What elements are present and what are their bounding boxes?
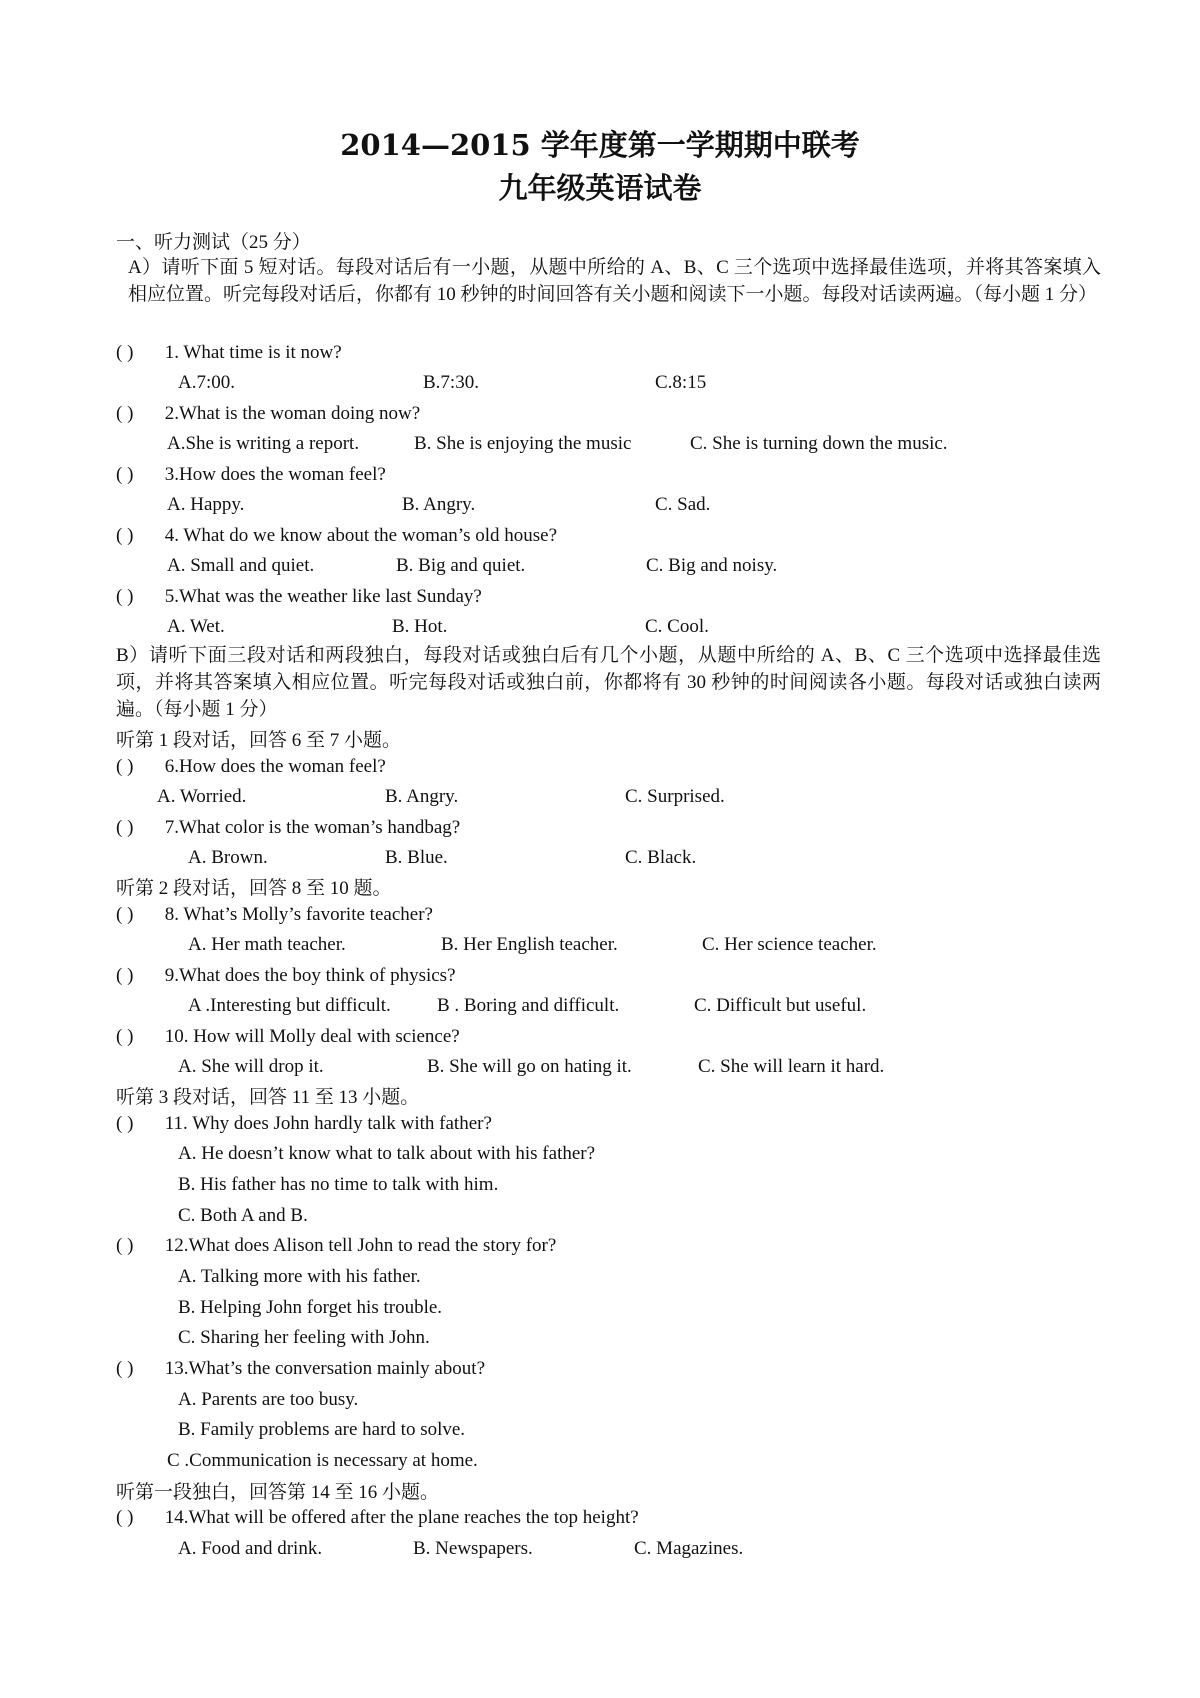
option-a: A. Worried. bbox=[157, 786, 247, 807]
option-b: B. Family problems are hard to solve. bbox=[178, 1419, 466, 1440]
option-c: C. Big and noisy. bbox=[646, 555, 778, 576]
part-b-instructions: B）请听下面三段对话和两段独白，每段对话或独白后有几个小题，从题中所给的 A、B、C 三个选项中选择最佳选项，并将其答案填入相应位置。听完每段对话或独白前，你都将有 30 秒钟的时间阅读各小题。每段对话或独白读两遍。（每小题 1 分） bbox=[116, 645, 1101, 720]
answer-bracket: ( ) bbox=[116, 525, 134, 546]
question-stem: 1. What time is it now? bbox=[160, 342, 342, 363]
option-c: C. Magazines. bbox=[634, 1538, 744, 1559]
question-6 bbox=[116, 756, 386, 778]
answer-bracket: ( ) bbox=[116, 904, 134, 925]
option-b: B. Her English teacher. bbox=[441, 934, 618, 955]
question-stem: 6.How does the woman feel? bbox=[160, 756, 386, 777]
question-stem: 11. Why does John hardly talk with father? bbox=[160, 1113, 492, 1134]
question-5 bbox=[116, 586, 482, 608]
option-c: C. Her science teacher. bbox=[702, 934, 877, 955]
option-b: B.7:30. bbox=[423, 372, 479, 393]
option-a: A. Her math teacher. bbox=[188, 934, 346, 955]
option-b: B. Newspapers. bbox=[413, 1538, 533, 1559]
question-8 bbox=[116, 904, 433, 926]
option-c: C. Sharing her feeling with John. bbox=[178, 1327, 430, 1348]
answer-bracket: ( ) bbox=[116, 586, 134, 607]
question-9 bbox=[116, 965, 456, 987]
question-12 bbox=[116, 1235, 556, 1257]
question-7 bbox=[116, 817, 460, 839]
option-c: C. Difficult but useful. bbox=[694, 995, 867, 1016]
option-b: B. Angry. bbox=[385, 786, 459, 807]
answer-bracket: ( ) bbox=[116, 1507, 134, 1528]
answer-bracket: ( ) bbox=[116, 817, 134, 838]
question-stem: 3.How does the woman feel? bbox=[160, 464, 386, 485]
option-a: A. Wet. bbox=[167, 616, 225, 637]
option-c: C .Communication is necessary at home. bbox=[167, 1450, 478, 1471]
answer-bracket: ( ) bbox=[116, 1113, 134, 1134]
option-a: A.She is writing a report. bbox=[167, 433, 360, 454]
question-stem: 9.What does the boy think of physics? bbox=[160, 965, 456, 986]
section-heading: 一、听力测试（25 分） bbox=[116, 232, 311, 253]
answer-bracket: ( ) bbox=[116, 965, 134, 986]
option-b: B. Angry. bbox=[402, 494, 476, 515]
dialogue-2-note: 听第 2 段对话，回答 8 至 10 题。 bbox=[116, 878, 392, 899]
option-c: C. Cool. bbox=[645, 616, 709, 637]
option-c: C. Sad. bbox=[655, 494, 711, 515]
answer-bracket: ( ) bbox=[116, 1026, 134, 1047]
question-stem: 2.What is the woman doing now? bbox=[160, 403, 421, 424]
option-a: A. Parents are too busy. bbox=[178, 1389, 359, 1410]
option-a: A. Small and quiet. bbox=[167, 555, 315, 576]
option-c: C. Black. bbox=[625, 847, 697, 868]
option-a: A .Interesting but difficult. bbox=[188, 995, 391, 1016]
option-b: B. Hot. bbox=[392, 616, 448, 637]
question-stem: 5.What was the weather like last Sunday? bbox=[160, 586, 482, 607]
answer-bracket: ( ) bbox=[116, 1358, 134, 1379]
option-a: A. He doesn’t know what to talk about with his father? bbox=[178, 1143, 596, 1164]
option-b: B. Big and quiet. bbox=[396, 555, 526, 576]
exam-title: 2014—2015 学年度第一学期期中联考 bbox=[340, 128, 860, 162]
option-a: A. Food and drink. bbox=[178, 1538, 323, 1559]
question-10 bbox=[116, 1026, 460, 1048]
dialogue-3-note: 听第 3 段对话，回答 11 至 13 小题。 bbox=[116, 1087, 420, 1108]
option-c: C. Both A and B. bbox=[178, 1205, 308, 1226]
option-c: C. She will learn it hard. bbox=[698, 1056, 885, 1077]
question-stem: 4. What do we know about the woman’s old house? bbox=[160, 525, 557, 546]
option-b: B. She will go on hating it. bbox=[427, 1056, 632, 1077]
question-11 bbox=[116, 1113, 492, 1135]
option-b: B. Helping John forget his trouble. bbox=[178, 1297, 443, 1318]
question-2 bbox=[116, 403, 420, 425]
exam-subtitle: 九年级英语试卷 bbox=[498, 171, 702, 205]
option-a: A.7:00. bbox=[178, 372, 235, 393]
question-stem: 12.What does Alison tell John to read the story for? bbox=[160, 1235, 557, 1256]
question-stem: 8. What’s Molly’s favorite teacher? bbox=[160, 904, 433, 925]
question-stem: 14.What will be offered after the plane reaches the top height? bbox=[160, 1507, 639, 1528]
question-stem: 13.What’s the conversation mainly about? bbox=[160, 1358, 486, 1379]
question-13 bbox=[116, 1358, 485, 1380]
answer-bracket: ( ) bbox=[116, 756, 134, 777]
answer-bracket: ( ) bbox=[116, 403, 134, 424]
question-stem: 10. How will Molly deal with science? bbox=[160, 1026, 460, 1047]
dialogue-1-note: 听第 1 段对话，回答 6 至 7 小题。 bbox=[116, 730, 402, 751]
question-4 bbox=[116, 525, 557, 547]
option-c: C.8:15 bbox=[655, 372, 707, 393]
option-b: B . Boring and difficult. bbox=[437, 995, 620, 1016]
option-b: B. His father has no time to talk with him. bbox=[178, 1174, 499, 1195]
answer-bracket: ( ) bbox=[116, 1235, 134, 1256]
answer-bracket: ( ) bbox=[116, 464, 134, 485]
option-a: A. Talking more with his father. bbox=[178, 1266, 421, 1287]
part-a-instructions: A）请听下面 5 短对话。每段对话后有一小题，从题中所给的 A、B、C 三个选项中选择最佳选项，并将其答案填入相应位置。听完每段对话后，你都有 10 秒钟的时间回答有关小题和阅读下一小题。每段对话读两遍。（每小题 1 分） bbox=[128, 257, 1101, 305]
option-b: B. Blue. bbox=[385, 847, 448, 868]
question-1 bbox=[116, 342, 342, 364]
option-b: B. She is enjoying the music bbox=[414, 433, 632, 454]
option-c: C. Surprised. bbox=[625, 786, 725, 807]
question-3 bbox=[116, 464, 386, 486]
option-a: A. She will drop it. bbox=[178, 1056, 324, 1077]
question-stem: 7.What color is the woman’s handbag? bbox=[160, 817, 461, 838]
option-c: C. She is turning down the music. bbox=[690, 433, 948, 454]
monologue-1-note: 听第一段独白，回答第 14 至 16 小题。 bbox=[116, 1482, 440, 1503]
question-14 bbox=[116, 1507, 639, 1529]
option-a: A. Brown. bbox=[188, 847, 268, 868]
answer-bracket: ( ) bbox=[116, 342, 134, 363]
option-a: A. Happy. bbox=[167, 494, 245, 515]
